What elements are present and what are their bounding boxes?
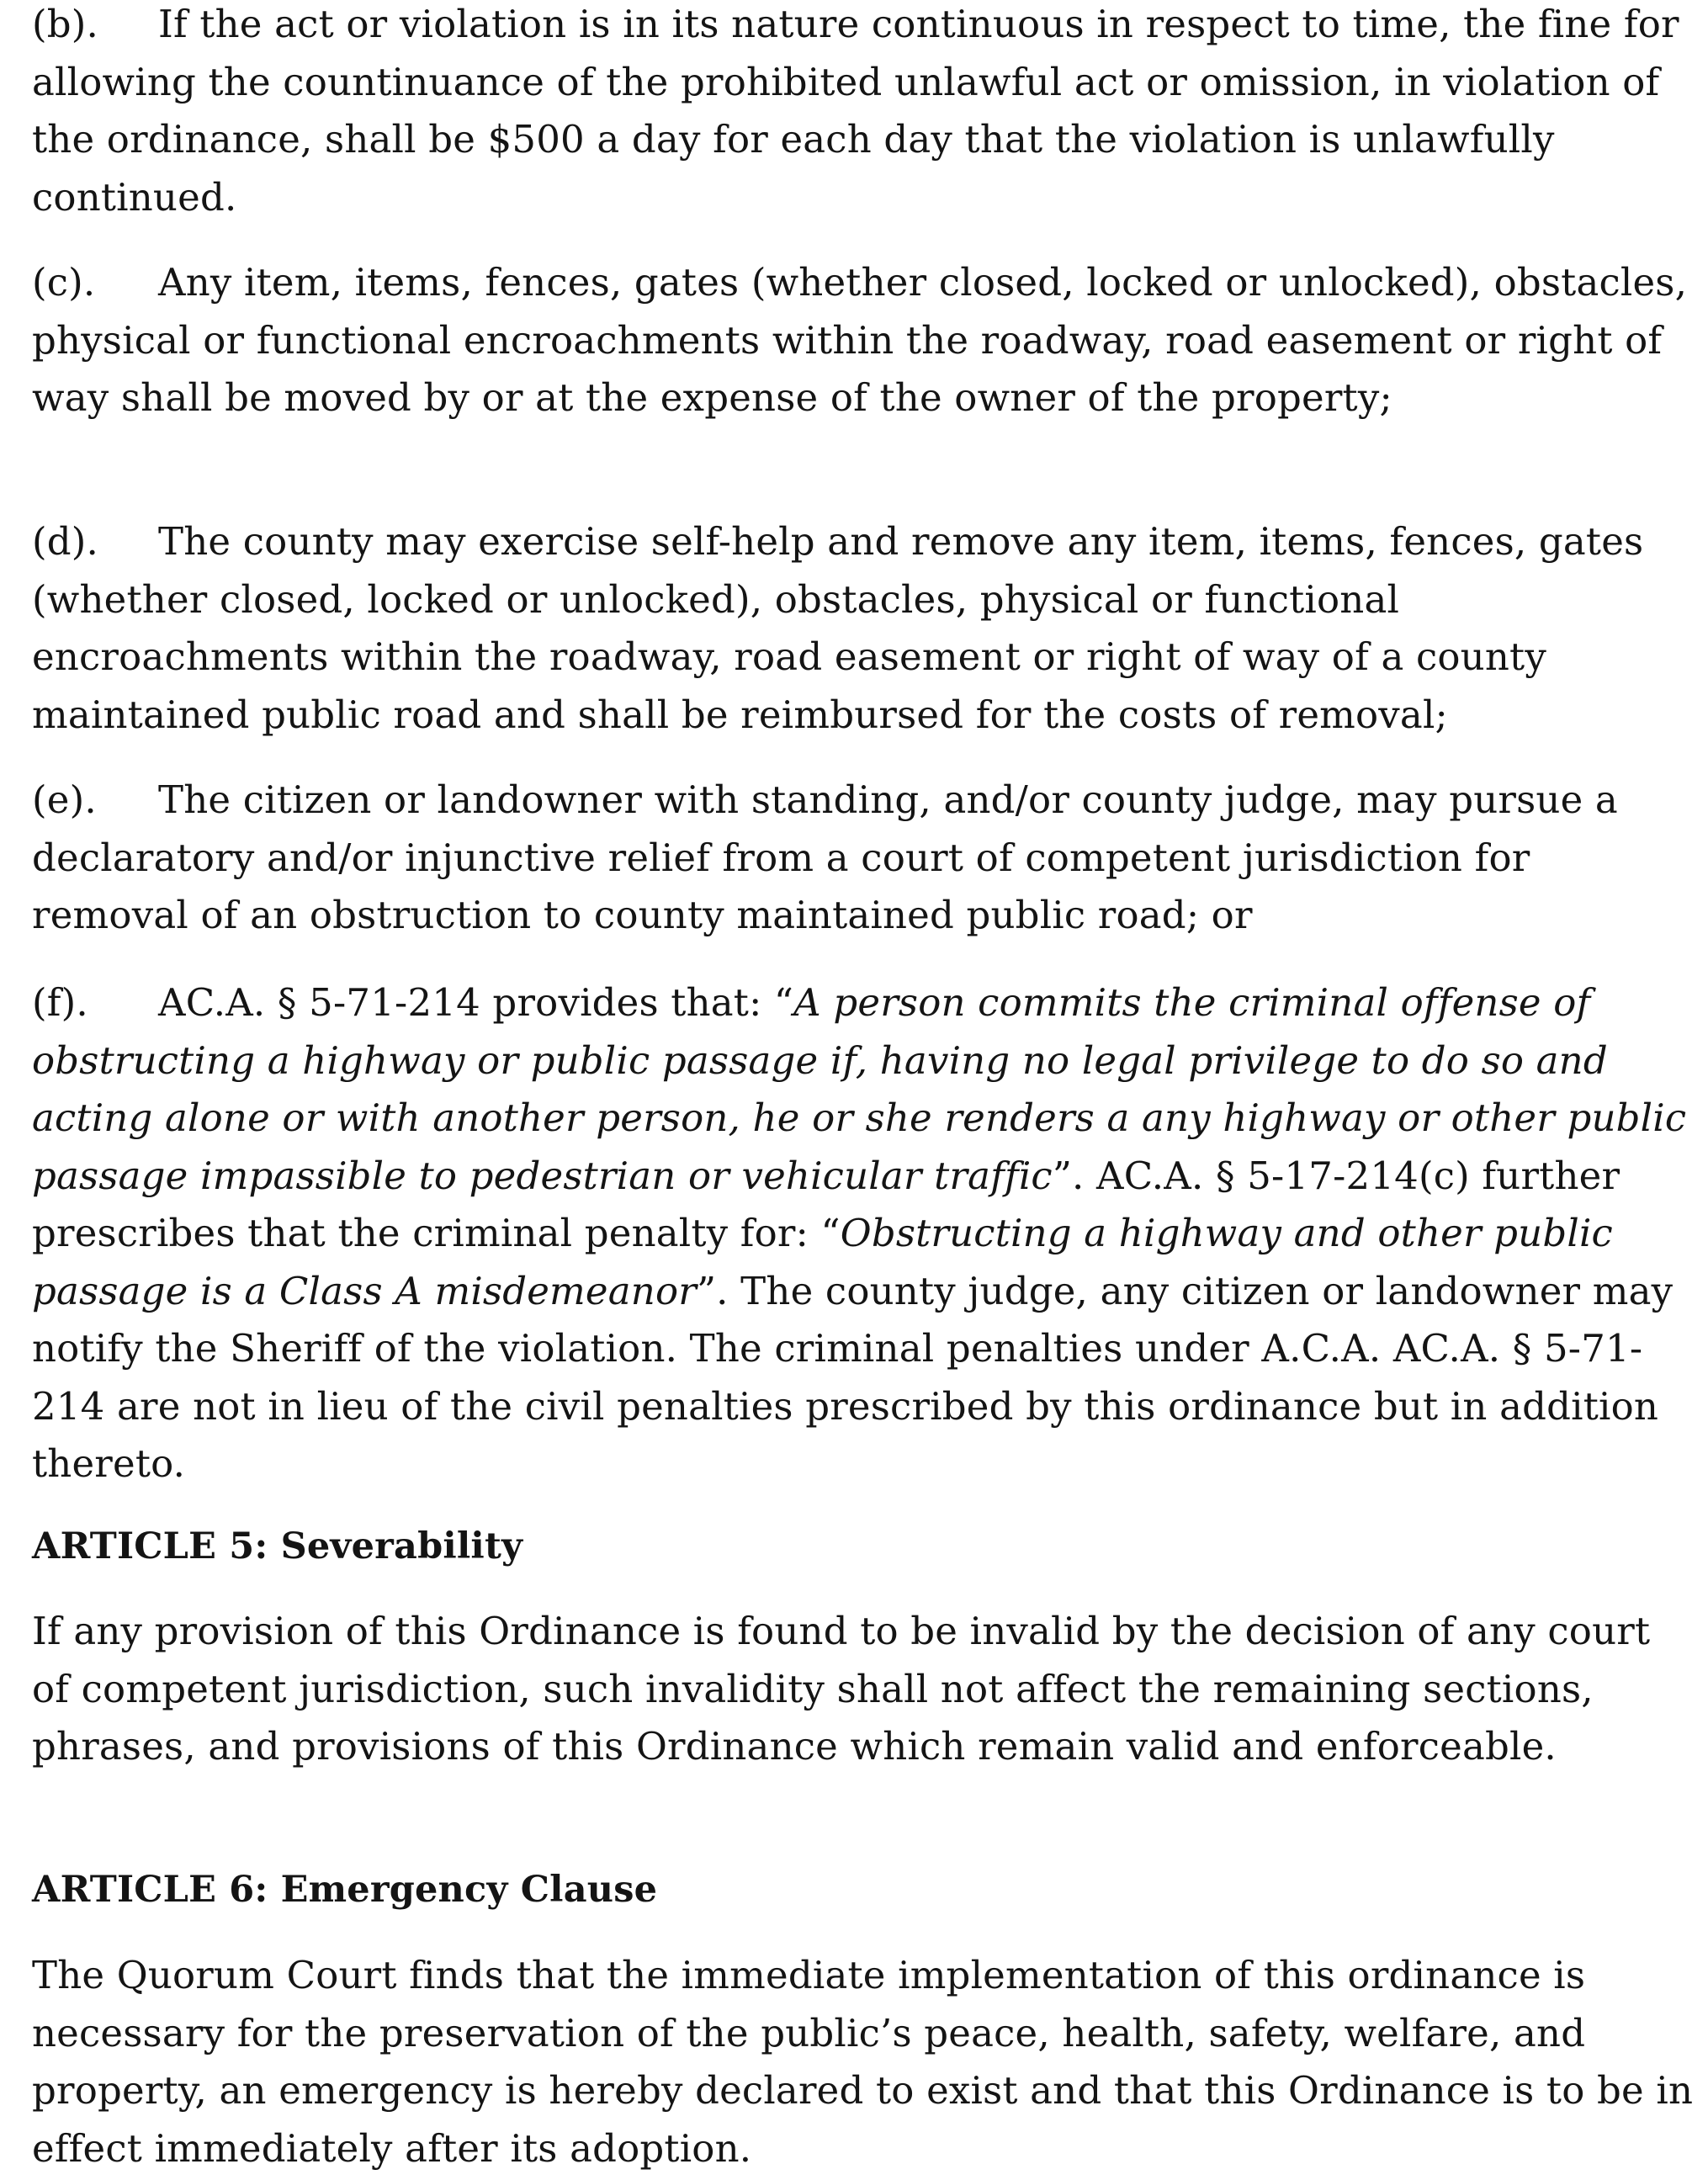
paragraph-e-text: The citizen or landowner with standing, and/or county judge, may pursue a declaratory and/or injunctive relief from a court of competent jurisdiction for removal of an obstruction to county maintained public road; or	[32, 777, 1618, 937]
paragraph-d-text: The county may exercise self-help and remove any item, items, fences, gates (whether closed, locked or unlocked), obstacles, physical or functional encroachments within the roadway, road easement or right of way of a county maintained public road and shall be reimbursed for the costs of removal;	[32, 519, 1644, 737]
paragraph-c	[32, 254, 1694, 427]
paragraph-f-mid: ”. AC.A. § 5-17-214(c) further prescribes that the criminal penalty for: “	[32, 1153, 1620, 1255]
paragraph-f-label: (f).	[32, 980, 88, 1025]
paragraph-b	[32, 0, 1694, 226]
article-5-heading: ARTICLE 5: Severability	[32, 1525, 523, 1567]
paragraph-d-label: (d).	[32, 519, 99, 564]
article-6-heading: ARTICLE 6: Emergency Clause	[32, 1869, 658, 1911]
paragraph-e-label: (e).	[32, 777, 97, 822]
statute-quote-obstructing: A person commits the criminal offense of obstructing a highway or public passage if, having no legal privilege to do so and acting alone or with another person, he or she renders a any highway or other public passage impassible to pedestrian or vehicular traffic	[32, 980, 1687, 1198]
paragraph-b-label: (b).	[32, 2, 99, 46]
paragraph-f-tail: ”. The county judge, any citizen or landowner may notify the Sheriff of the violation. The criminal penalties under A.C.A. AC.A. § 5-71-214 are not in lieu of the civil penalties prescribed by this ordinance but in addition thereto.	[32, 1268, 1674, 1486]
paragraph-b-text: If the act or violation is in its nature continuous in respect to time, the fine for allowing the countinuance of the prohibited unlawful act or omission, in violation of the ordinance, shall be $500 a day for each day that the violation is unlawfully continued.	[32, 2, 1679, 220]
paragraph-f-lead: AC.A. § 5-71-214 provides that: “	[158, 980, 794, 1025]
article-6-text: The Quorum Court finds that the immediate implementation of this ordinance is necessary for the preservation of the public’s peace, health, safety, welfare, and property, an emergency is hereby declared to exist and that this Ordinance is to be in effect immediately after its adoption.	[32, 1953, 1694, 2171]
paragraph-c-label: (c).	[32, 260, 96, 305]
article-5-text: If any provision of this Ordinance is found to be invalid by the decision of any court of competent jurisdiction, such invalidity shall not affect the remaining sections, phrases, and provisions of this Ordinance which remain valid and enforceable.	[32, 1609, 1651, 1769]
paragraph-f	[32, 974, 1694, 1493]
paragraph-c-text: Any item, items, fences, gates (whether closed, locked or unlocked), obstacles, physical or functional encroachments within the roadway, road easement or right of way shall be moved by or at the expense of the owner of the property;	[32, 260, 1688, 420]
paragraph-e	[32, 772, 1694, 945]
statute-quote-misdemeanor: Obstructing a highway and other public passage is a Class A misdemeanor	[32, 1211, 1613, 1313]
paragraph-d	[32, 513, 1694, 744]
